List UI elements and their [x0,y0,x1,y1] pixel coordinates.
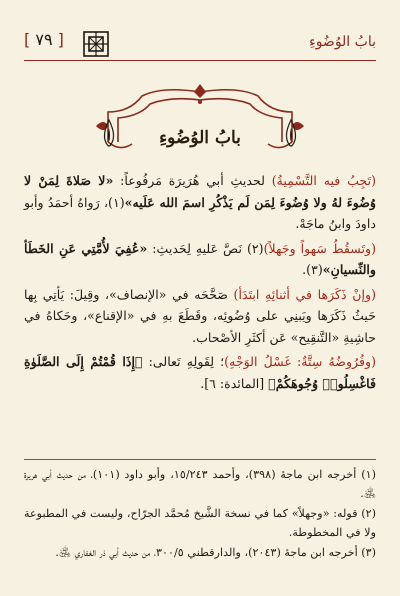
matn-text: (وإنْ ذَكَرَها في أثنائِهِ ابتَدَأ) [233,286,377,302]
footnote-rule [24,459,376,460]
main-text [24,170,376,397]
hadith-text: «لا صَلاةَ لِمَنْ لا وُضُوءَ لهُ ولا وُضُوءَ لِمَن لَم يَذْكُرِ اسمَ الله عَلَيه» [24,173,377,210]
sharh-text: (٢) نَصَّ عَليهِ لِحَديثِ: [147,240,264,256]
running-header-title: بابُ الوُضُوءِ [309,34,376,50]
running-header [24,30,376,58]
sharh-text: صَحَّحَه في «الإنصاف»، وقِيلَ: يَأتِي بِها حَيثُ ذَكَرَها ويَبنِي على وُضُوئِه، وقَطَعَ بهِ في «الإقناع»، وحَكاهُ في حاشِيةِ «التَّنقِيح» عَن أكثَرِ الأصْحاب. [24,286,376,345]
hadith-text: «عُفِيَ لأُمَّتِي عَنِ الخَطَأ والنِّسيانِ» [24,240,376,277]
sharh-text: (١)، رَواهُ أحمَدُ وأبو داودَ وابنُ ماجَهْ. [24,194,376,231]
matn-text: (وفُرُوضُهُ سِتَّةٌ: غَسْلُ الوَجْهِ) [224,354,377,369]
sharh-text: (٣). [302,262,323,277]
verse-reference: [المائدة: ٦]. [200,375,269,391]
page-number-value: ٧٩ [35,30,53,49]
bracket-close: ] [24,30,31,49]
matn-text: (تَجِبُ فيه التَّسْمِيةُ) [271,173,376,188]
footnote: (٢) قوله: «وجهلاً» كما في نسخة الشَّيخ مُحمَّد الجرّاح، وليست في المطبوعة ولا في المخطوطة. [24,507,376,539]
paragraph [24,238,376,281]
paragraph [24,351,376,394]
header-rule [24,60,376,61]
footnotes [24,465,376,563]
chapter-title: بابُ الوُضُوءِ [159,128,241,148]
footnote: (١) أخرجه ابن ماجهٔ (٣٩٨)، وأحمد ١٥/٢٤٣، وأبو داود (١٠١)، من حديث أبي هريرة ﵁. [24,468,376,500]
knot-ornament-icon [80,30,112,58]
footnote: (٣) أخرجه ابن ماجهٔ (٢٠٤٣)، والدارقطني ٣٠٠/٥، من حديث أبي ذر الغفاري ﵁. [55,546,376,559]
paragraph [24,170,376,235]
paragraph [24,284,376,349]
matn-text: (وتَسقُطُ سَهواً وجَهلاً) [263,240,377,256]
quran-verse: ﴿إِذَا قُمْتُمْ إِلَى الصَّلَوٰةِ فَاغْسِلُوا۟ وُجُوهَكُمْ﴾ [24,354,376,391]
sharh-text: لحديثِ أبي هُرَيرَة مَرفُوعاً: [113,173,272,188]
page-number [24,30,64,49]
sharh-text: ؛ لِقَولِهِ تَعالى: [142,354,225,369]
bracket-open: [ [57,30,64,49]
arch-banner-ornament [90,82,310,162]
